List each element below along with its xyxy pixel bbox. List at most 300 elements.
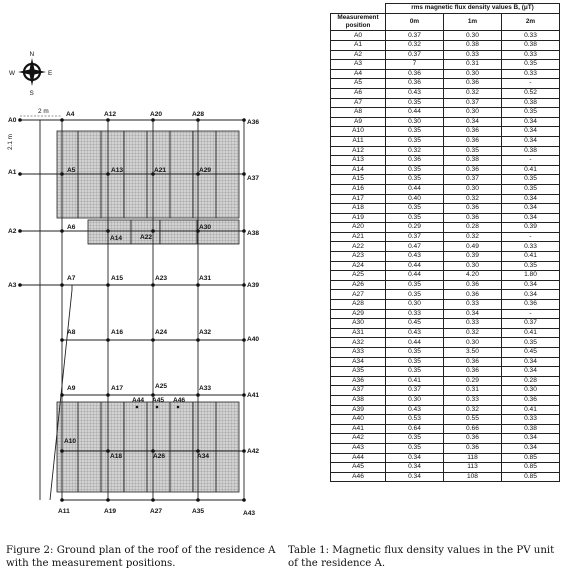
table-cell-value: 113 — [443, 463, 501, 473]
table-cell-value: 0.43 — [386, 328, 444, 338]
table-cell-value: - — [501, 79, 559, 89]
table-cell-value: 0.36 — [443, 280, 501, 290]
table-cell-value: 0.43 — [386, 252, 444, 262]
table-cell-value: 0.36 — [443, 213, 501, 223]
table-row — [331, 31, 560, 41]
table-cell-value: 0.41 — [501, 252, 559, 262]
measurement-position-label: A46 — [173, 397, 186, 404]
table-cell-value: 0.36 — [443, 367, 501, 377]
table-row — [331, 79, 560, 89]
table-cell-value: 0.44 — [386, 108, 444, 118]
measurement-position-label: A36 — [247, 119, 260, 126]
table-position-header: Measurement position — [331, 13, 386, 31]
measurement-position-label: A26 — [153, 453, 166, 460]
table-cell-position: A9 — [331, 117, 386, 127]
table-row — [331, 463, 560, 473]
table-row — [331, 60, 560, 70]
table-cell-value: 0.34 — [501, 280, 559, 290]
measurement-position-label: A14 — [110, 235, 123, 242]
table-cell-value: 0.35 — [386, 290, 444, 300]
table-cell-value: 0.66 — [443, 424, 501, 434]
table-corner — [331, 4, 386, 14]
table-cell-value: 0.29 — [443, 376, 501, 386]
table-caption: Table 1: Magnetic flux density values in the PV unit of the residence A. — [288, 545, 555, 569]
table-cell-position: A13 — [331, 156, 386, 166]
table-cell-position: A41 — [331, 424, 386, 434]
table-cell-value: 118 — [443, 453, 501, 463]
measurement-position-label: A28 — [192, 111, 205, 118]
table-cell-position: A28 — [331, 300, 386, 310]
table-cell-value: 0.36 — [443, 290, 501, 300]
measurement-point — [60, 283, 64, 287]
table-cell-position: A45 — [331, 463, 386, 473]
table-cell-position: A25 — [331, 271, 386, 281]
measurement-point — [106, 229, 110, 233]
table-cell-value: 0.32 — [443, 194, 501, 204]
measurement-position-label: A21 — [154, 167, 167, 174]
table-cell-position: A29 — [331, 309, 386, 319]
measurement-point — [242, 498, 246, 502]
table-row — [331, 136, 560, 146]
table-row — [331, 300, 560, 310]
measurement-point — [60, 393, 64, 397]
table-cell-value: 0.36 — [443, 443, 501, 453]
table-cell-position: A26 — [331, 280, 386, 290]
table-cell-value: 0.34 — [443, 117, 501, 127]
table-cell-position: A8 — [331, 108, 386, 118]
table-cell-value: 0.55 — [443, 415, 501, 425]
table-cell-position: A16 — [331, 184, 386, 194]
table-cell-value: 0.64 — [386, 424, 444, 434]
measurement-point — [60, 449, 64, 453]
measurement-point — [196, 498, 200, 502]
measurement-position-label: A16 — [111, 329, 124, 336]
table-row — [331, 395, 560, 405]
table-cell-value: 0.30 — [443, 31, 501, 41]
measurement-position-label: A30 — [199, 224, 212, 231]
table-cell-position: A42 — [331, 434, 386, 444]
table-cell-value: 0.36 — [443, 79, 501, 89]
table-cell-value: 0.32 — [443, 328, 501, 338]
compass-rose — [9, 51, 52, 97]
table-cell-value: 0.34 — [501, 443, 559, 453]
measurement-point — [106, 118, 110, 122]
measurement-position-label: A2 — [8, 228, 17, 235]
table-row — [331, 204, 560, 214]
table-cell-value: 0.37 — [386, 31, 444, 41]
table-row — [331, 338, 560, 348]
table-cell-value: 0.34 — [386, 463, 444, 473]
table-row — [331, 443, 560, 453]
table-row — [331, 367, 560, 377]
measurement-position-label: A41 — [247, 392, 260, 399]
table-row — [331, 127, 560, 137]
table-row — [331, 376, 560, 386]
table-cell-position: A11 — [331, 136, 386, 146]
table-cell-position: A10 — [331, 127, 386, 137]
table-row — [331, 232, 560, 242]
table-row — [331, 194, 560, 204]
table-cell-value: 0.35 — [501, 338, 559, 348]
measurement-position-label: A23 — [155, 275, 168, 282]
table-row — [331, 280, 560, 290]
table-row — [331, 175, 560, 185]
table-row — [331, 472, 560, 482]
measurement-point — [60, 498, 64, 502]
measurement-position-label: A3 — [8, 282, 17, 289]
table-cell-value: 0.38 — [501, 41, 559, 51]
table-cell-value: 0.34 — [501, 367, 559, 377]
measurement-position-label: A1 — [8, 169, 17, 176]
table-cell-value: 0.32 — [443, 88, 501, 98]
table-cell-value: 108 — [443, 472, 501, 482]
table-cell-value: 0.44 — [386, 271, 444, 281]
table-cell-value: 0.85 — [501, 472, 559, 482]
table-cell-value: 4.20 — [443, 271, 501, 281]
table-cell-value: 0.36 — [443, 357, 501, 367]
table-cell-position: A23 — [331, 252, 386, 262]
table-cell-position: A19 — [331, 213, 386, 223]
table-cell-value: 0.35 — [386, 367, 444, 377]
table-cell-position: A27 — [331, 290, 386, 300]
table-cell-value: 0.33 — [501, 50, 559, 60]
measurement-point — [151, 338, 155, 342]
table-cell-value: 0.31 — [443, 386, 501, 396]
table-cell-value: 0.36 — [386, 156, 444, 166]
table-row — [331, 424, 560, 434]
table-cell-value: 0.34 — [501, 136, 559, 146]
table-cell-position: A22 — [331, 242, 386, 252]
table-cell-value: 0.32 — [443, 405, 501, 415]
table-cell-value: 0.35 — [501, 261, 559, 271]
table-row — [331, 434, 560, 444]
table-cell-value: - — [501, 156, 559, 166]
measurement-point — [196, 118, 200, 122]
table-cell-position: A3 — [331, 60, 386, 70]
table-cell-value: 0.44 — [386, 261, 444, 271]
measurement-position-label: A35 — [192, 508, 205, 515]
measurement-point — [60, 338, 64, 342]
compass-south: S — [29, 90, 34, 97]
table-cell-value: 0.35 — [443, 146, 501, 156]
measurement-position-label: A39 — [247, 282, 260, 289]
measurement-position-label: A17 — [111, 385, 124, 392]
table-cell-position: A5 — [331, 79, 386, 89]
table-cell-position: A44 — [331, 453, 386, 463]
table-cell-value: 0.39 — [443, 252, 501, 262]
table-cell-value: 0.41 — [386, 376, 444, 386]
measurement-position-label: A22 — [140, 234, 153, 241]
table-cell-value: 0.85 — [501, 453, 559, 463]
measurement-position-label: A8 — [67, 329, 76, 336]
table-cell-value: 0.45 — [386, 319, 444, 329]
measurement-position-label: A10 — [64, 438, 77, 445]
table-cell-value: - — [501, 232, 559, 242]
table-cell-value: 0.36 — [501, 300, 559, 310]
measurement-point — [196, 283, 200, 287]
measurement-point — [60, 118, 64, 122]
table-cell-value: 0.53 — [386, 415, 444, 425]
table-cell-value: 0.38 — [501, 98, 559, 108]
table-row — [331, 386, 560, 396]
table-cell-value: 0.35 — [386, 280, 444, 290]
measurement-position-label: A45 — [152, 397, 165, 404]
table-cell-position: A20 — [331, 223, 386, 233]
measurement-position-label: A7 — [67, 275, 76, 282]
measurement-point — [151, 229, 155, 233]
table-cell-value: 0.41 — [501, 405, 559, 415]
table-cell-position: A17 — [331, 194, 386, 204]
measurement-point — [106, 498, 110, 502]
table-cell-position: A46 — [331, 472, 386, 482]
measurement-point — [177, 406, 180, 409]
measurement-point — [18, 118, 22, 122]
table-cell-value: 0.34 — [501, 204, 559, 214]
table-cell-value: 0.33 — [443, 319, 501, 329]
table-cell-value: 0.37 — [501, 319, 559, 329]
table-cell-value: 0.32 — [386, 41, 444, 51]
table-cell-value: 0.34 — [443, 309, 501, 319]
table-cell-value: 0.28 — [501, 376, 559, 386]
table-cell-value: 0.30 — [443, 261, 501, 271]
table-cell-value: 0.36 — [501, 395, 559, 405]
table-cell-value: 0.35 — [386, 175, 444, 185]
table-row — [331, 117, 560, 127]
table-col-2m: 2m — [501, 13, 559, 31]
table-cell-value: 0.34 — [501, 213, 559, 223]
table-cell-position: A2 — [331, 50, 386, 60]
measurement-position-label: A27 — [150, 508, 163, 515]
measurement-point — [106, 338, 110, 342]
table-cell-value: 0.30 — [443, 108, 501, 118]
table-cell-value: 1.80 — [501, 271, 559, 281]
table-cell-value: 0.35 — [386, 165, 444, 175]
table-cell-value: 0.33 — [443, 300, 501, 310]
table-cell-position: A40 — [331, 415, 386, 425]
table-row — [331, 98, 560, 108]
measurement-point — [242, 449, 246, 453]
table-cell-position: A31 — [331, 328, 386, 338]
table-col-0m: 0m — [386, 13, 444, 31]
table-cell-value: 0.34 — [501, 194, 559, 204]
table-cell-value: 0.35 — [386, 213, 444, 223]
table-cell-value: 0.40 — [386, 194, 444, 204]
measurement-point — [106, 283, 110, 287]
table-cell-value: 0.33 — [501, 69, 559, 79]
table-cell-value: - — [501, 309, 559, 319]
table-cell-position: A4 — [331, 69, 386, 79]
table-cell-value: 0.38 — [501, 424, 559, 434]
table-cell-value: 0.30 — [443, 69, 501, 79]
table-cell-position: A1 — [331, 41, 386, 51]
table-cell-value: 0.30 — [386, 300, 444, 310]
measurement-point — [151, 498, 155, 502]
table-cell-value: 0.35 — [386, 98, 444, 108]
table-cell-position: A6 — [331, 88, 386, 98]
table-row — [331, 348, 560, 358]
table-cell-position: A39 — [331, 405, 386, 415]
table-cell-value: 0.35 — [501, 60, 559, 70]
measurement-position-label: A43 — [243, 510, 256, 517]
measurement-position-label: A24 — [155, 329, 168, 336]
compass-west: W — [9, 70, 16, 77]
measurement-point — [151, 283, 155, 287]
table-row — [331, 252, 560, 262]
table-group-header: rms magnetic flux density values B, (μT) — [386, 4, 560, 14]
table-cell-value: 0.35 — [501, 175, 559, 185]
dimension-marks — [7, 108, 62, 150]
measurement-point — [196, 338, 200, 342]
table-cell-value: 0.32 — [443, 232, 501, 242]
measurement-point — [18, 229, 22, 233]
measurement-point — [106, 393, 110, 397]
pv-panels — [57, 131, 239, 492]
measurement-point — [242, 229, 246, 233]
table-cell-value: 0.35 — [386, 348, 444, 358]
table-cell-value: 0.49 — [443, 242, 501, 252]
table-row — [331, 146, 560, 156]
table-cell-value: 0.30 — [443, 338, 501, 348]
table-cell-value: 0.30 — [501, 386, 559, 396]
table-cell-value: 0.36 — [386, 69, 444, 79]
measurement-point — [136, 406, 139, 409]
table-cell-value: 0.45 — [501, 348, 559, 358]
table-cell-value: 0.35 — [501, 184, 559, 194]
table-cell-value: 0.33 — [501, 415, 559, 425]
table-cell-position: A43 — [331, 443, 386, 453]
table-cell-value: 0.37 — [386, 50, 444, 60]
measurement-point — [106, 172, 110, 176]
measurement-position-label: A15 — [111, 275, 124, 282]
table-cell-value: 0.33 — [386, 309, 444, 319]
table-cell-value: 0.35 — [386, 443, 444, 453]
measurement-point — [242, 118, 246, 122]
table-cell-position: A18 — [331, 204, 386, 214]
table-cell-value: 0.43 — [386, 88, 444, 98]
measurement-position-label: A0 — [8, 117, 17, 124]
table-cell-position: A38 — [331, 395, 386, 405]
table-row — [331, 108, 560, 118]
table-cell-value: 0.34 — [386, 453, 444, 463]
table-cell-value: 3.50 — [443, 348, 501, 358]
table-cell-value: 0.52 — [501, 88, 559, 98]
table-cell-value: 0.36 — [443, 434, 501, 444]
table-row — [331, 69, 560, 79]
table-row — [331, 242, 560, 252]
compass-north: N — [29, 51, 35, 58]
table-row — [331, 319, 560, 329]
dimension-vertical: 2.1 m — [7, 134, 14, 150]
table-cell-value: 0.38 — [443, 156, 501, 166]
measurement-position-label: A6 — [67, 224, 76, 231]
table-row — [331, 453, 560, 463]
table-cell-value: 0.34 — [501, 357, 559, 367]
table-row — [331, 357, 560, 367]
dimension-horizontal: 2 m — [38, 108, 49, 115]
measurement-point — [242, 393, 246, 397]
table-row — [331, 405, 560, 415]
table-row — [331, 165, 560, 175]
table-cell-value: 0.43 — [386, 405, 444, 415]
table-row — [331, 290, 560, 300]
figure-caption: Figure 2: Ground plan of the roof of the residence A with the measurement positions. — [6, 545, 276, 569]
table-row — [331, 328, 560, 338]
measurement-point — [151, 118, 155, 122]
measurement-position-label: A19 — [104, 508, 117, 515]
measurement-position-label: A12 — [104, 111, 117, 118]
table-cell-value: 0.38 — [501, 146, 559, 156]
measurement-point — [242, 338, 246, 342]
measurement-position-label: A40 — [247, 336, 260, 343]
table-cell-value: 0.41 — [501, 165, 559, 175]
table-cell-position: A12 — [331, 146, 386, 156]
table-row — [331, 88, 560, 98]
table-cell-value: 0.33 — [443, 50, 501, 60]
table-cell-value: 0.31 — [443, 60, 501, 70]
measurement-point — [196, 393, 200, 397]
table-row — [331, 261, 560, 271]
measurement-position-label: A32 — [199, 329, 212, 336]
table-cell-value: 0.30 — [443, 184, 501, 194]
measurement-point — [242, 172, 246, 176]
table-cell-value: 0.34 — [501, 434, 559, 444]
table-cell-position: A33 — [331, 348, 386, 358]
table-cell-value: 0.36 — [443, 136, 501, 146]
measurement-position-label: A33 — [199, 385, 212, 392]
measurement-position-label: A13 — [111, 167, 124, 174]
table-cell-value: 7 — [386, 60, 444, 70]
table-cell-value: 0.36 — [443, 165, 501, 175]
table-cell-position: A32 — [331, 338, 386, 348]
table-cell-position: A35 — [331, 367, 386, 377]
table-row — [331, 309, 560, 319]
table-cell-value: 0.35 — [386, 357, 444, 367]
table-cell-value: 0.34 — [501, 127, 559, 137]
table-cell-value: 0.85 — [501, 463, 559, 473]
table-cell-value: 0.32 — [386, 146, 444, 156]
table-cell-position: A21 — [331, 232, 386, 242]
table-row — [331, 41, 560, 51]
table-cell-value: 0.30 — [386, 117, 444, 127]
table-col-1m: 1m — [443, 13, 501, 31]
table-cell-position: A0 — [331, 31, 386, 41]
measurement-point — [18, 283, 22, 287]
table-cell-position: A36 — [331, 376, 386, 386]
table-cell-position: A14 — [331, 165, 386, 175]
table-cell-value: 0.37 — [386, 232, 444, 242]
measurement-point — [60, 172, 64, 176]
measurement-position-label: A11 — [58, 508, 70, 515]
table-cell-value: 0.35 — [386, 127, 444, 137]
table-cell-value: 0.36 — [443, 204, 501, 214]
table-cell-value: 0.35 — [501, 108, 559, 118]
measurement-position-label: A38 — [247, 230, 260, 237]
measurement-position-label: A34 — [197, 453, 210, 460]
table-cell-position: A15 — [331, 175, 386, 185]
measurement-position-label: A9 — [67, 385, 76, 392]
table-cell-position: A30 — [331, 319, 386, 329]
table-cell-value: 0.35 — [386, 204, 444, 214]
table-cell-value: 0.37 — [386, 386, 444, 396]
table-cell-value: 0.33 — [501, 242, 559, 252]
measurement-point — [18, 172, 22, 176]
table-cell-value: 0.37 — [443, 175, 501, 185]
table-cell-value: 0.37 — [443, 98, 501, 108]
table-cell-position: A24 — [331, 261, 386, 271]
table-cell-value: 0.34 — [386, 472, 444, 482]
table-row — [331, 271, 560, 281]
measurement-position-label: A25 — [155, 383, 168, 390]
